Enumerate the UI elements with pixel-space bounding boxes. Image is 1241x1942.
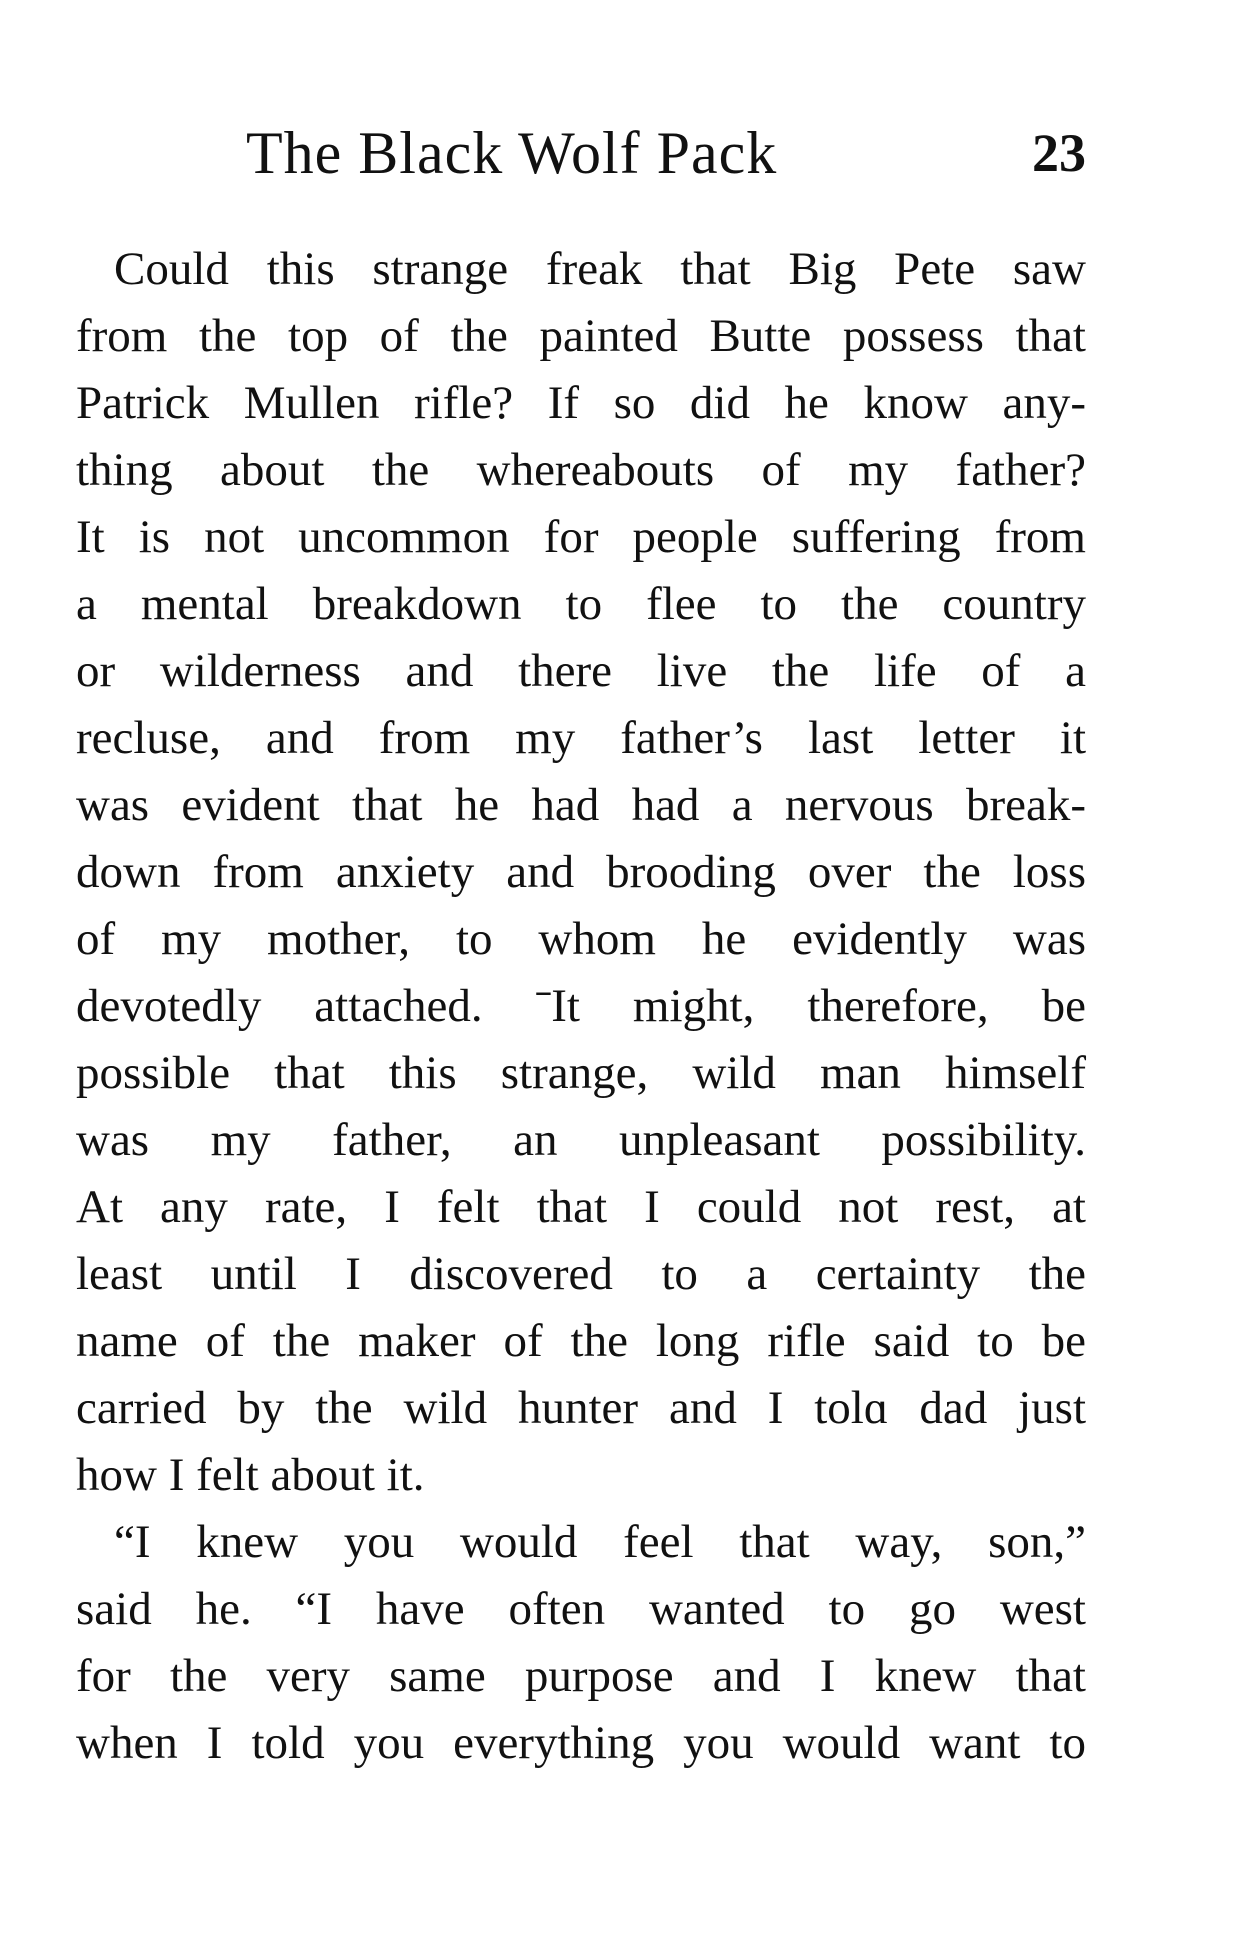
- body-text: [76, 236, 1086, 1777]
- paragraph: [76, 236, 1086, 1509]
- text-line: was my father, an unpleasant possibility.: [76, 1114, 1086, 1166]
- text-line: thing about the whereabouts of my father?: [76, 444, 1086, 496]
- paragraph: [76, 1509, 1086, 1777]
- text-line: how I felt about it.: [76, 1449, 425, 1501]
- text-line: a mental breakdown to flee to the country: [76, 578, 1086, 630]
- text-line: for the very same purpose and I knew that: [76, 1650, 1086, 1702]
- text-line: devotedly attached. ˉIt might, therefore, be: [76, 980, 1086, 1032]
- text-line: of my mother, to whom he evidently was: [76, 913, 1086, 965]
- text-line: was evident that he had had a nervous break-: [76, 779, 1086, 831]
- text-line: carried by the wild hunter and I tolɑ dad just: [76, 1382, 1086, 1434]
- text-line: said he. “I have often wanted to go west: [76, 1583, 1086, 1635]
- text-line: Could this strange freak that Big Pete saw: [114, 243, 1086, 295]
- text-line: down from anxiety and brooding over the loss: [76, 846, 1086, 898]
- page-number: 23: [1032, 123, 1086, 183]
- text-line: possible that this strange, wild man himself: [76, 1047, 1086, 1099]
- running-head: [76, 118, 1086, 188]
- text-line: “I knew you would feel that way, son,”: [114, 1516, 1086, 1568]
- text-line: name of the maker of the long rifle said to be: [76, 1315, 1086, 1367]
- running-title: The Black Wolf Pack: [246, 120, 778, 186]
- text-line: Patrick Mullen rifle? If so did he know any-: [76, 377, 1086, 429]
- text-line: recluse, and from my father’s last letter it: [76, 712, 1086, 764]
- text-line: from the top of the painted Butte possess that: [76, 310, 1086, 362]
- text-line: least until I discovered to a certainty the: [76, 1248, 1086, 1300]
- text-line: At any rate, I felt that I could not rest, at: [76, 1181, 1086, 1233]
- text-line: when I told you everything you would want to: [76, 1717, 1086, 1769]
- text-line: or wilderness and there live the life of a: [76, 645, 1086, 697]
- text-line: It is not uncommon for people suffering from: [76, 511, 1086, 563]
